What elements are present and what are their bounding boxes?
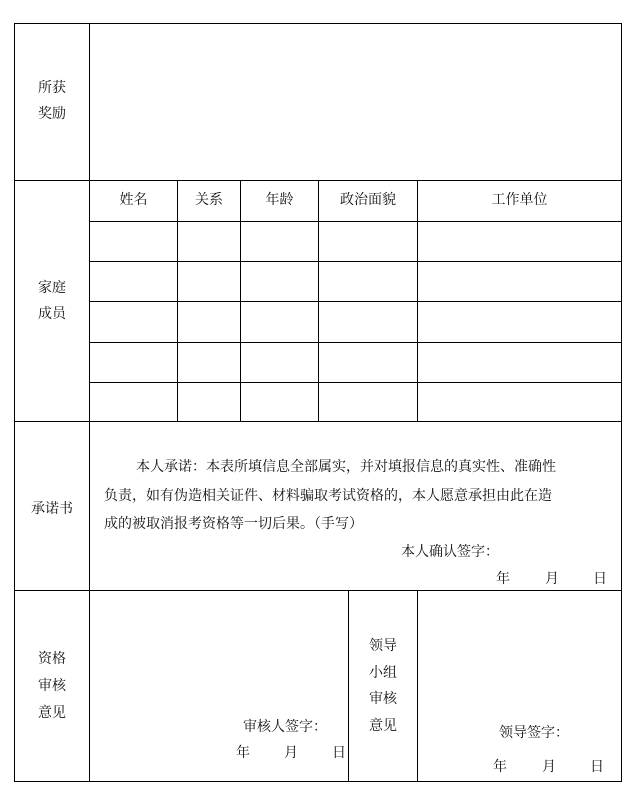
awards-field[interactable] bbox=[90, 24, 621, 180]
review-date-day: 日 bbox=[332, 745, 346, 761]
column-header-political-status: 政治面貌 bbox=[340, 192, 396, 208]
cell-political-status[interactable] bbox=[319, 262, 417, 301]
review-date-year: 年 bbox=[236, 745, 250, 761]
column-header-workplace: 工作单位 bbox=[491, 192, 548, 208]
leader-date-year: 年 bbox=[493, 759, 507, 775]
column-header-age: 年龄 bbox=[265, 192, 294, 208]
column-header-relation: 关系 bbox=[195, 192, 223, 208]
pledge-date-month: 月 bbox=[545, 571, 559, 587]
cell-relation[interactable] bbox=[178, 383, 240, 421]
cell-relation[interactable] bbox=[178, 222, 240, 261]
awards-label-line2: 奖励 bbox=[38, 106, 66, 122]
cell-workplace[interactable] bbox=[418, 302, 621, 342]
cell-workplace[interactable] bbox=[418, 383, 621, 421]
pledge-text-line2: 负责，如有伪造相关证件、材料骗取考试资格的，本人愿意承担由此在造 bbox=[104, 488, 552, 504]
cell-relation[interactable] bbox=[178, 262, 240, 301]
reviewer-signature-label: 审核人签字： bbox=[243, 719, 327, 735]
cell-age[interactable] bbox=[241, 343, 318, 382]
cell-name[interactable] bbox=[90, 343, 177, 382]
review-label-line1: 资格 bbox=[38, 651, 66, 667]
border-right bbox=[621, 23, 622, 782]
pledge-signature-label: 本人确认签字： bbox=[401, 544, 499, 560]
leader-date-day: 日 bbox=[590, 759, 604, 775]
review-label-line2: 审核 bbox=[38, 678, 66, 694]
cell-name[interactable] bbox=[90, 302, 177, 342]
section-divider bbox=[14, 421, 622, 422]
cell-name[interactable] bbox=[90, 222, 177, 261]
review-date-month: 月 bbox=[284, 745, 298, 761]
cell-political-status[interactable] bbox=[319, 343, 417, 382]
cell-political-status[interactable] bbox=[319, 302, 417, 342]
pledge-text-line1: 本人承诺：本表所填信息全部属实，并对填报信息的真实性、准确性 bbox=[136, 459, 556, 475]
cell-age[interactable] bbox=[241, 222, 318, 261]
leader-label-line4: 意见 bbox=[369, 718, 397, 734]
cell-age[interactable] bbox=[241, 302, 318, 342]
review-label-line3: 意见 bbox=[38, 705, 66, 721]
awards-label-line1: 所获 bbox=[38, 80, 66, 96]
leader-opinion-field[interactable] bbox=[418, 591, 621, 711]
cell-political-status[interactable] bbox=[319, 222, 417, 261]
pledge-date-year: 年 bbox=[496, 571, 510, 587]
review-opinion-field[interactable] bbox=[90, 591, 348, 701]
border-bottom bbox=[14, 781, 622, 782]
cell-workplace[interactable] bbox=[418, 262, 621, 301]
leader-date-month: 月 bbox=[542, 759, 556, 775]
leader-label-line2: 小组 bbox=[369, 665, 397, 681]
cell-relation[interactable] bbox=[178, 302, 240, 342]
pledge-label: 承诺书 bbox=[31, 501, 73, 517]
pledge-date-day: 日 bbox=[593, 571, 607, 587]
leader-label-line1: 领导 bbox=[369, 638, 397, 654]
cell-age[interactable] bbox=[241, 383, 318, 421]
cell-political-status[interactable] bbox=[319, 383, 417, 421]
pledge-text-line3: 成的被取消报考资格等一切后果。（手写） bbox=[104, 516, 363, 532]
cell-name[interactable] bbox=[90, 383, 177, 421]
cell-workplace[interactable] bbox=[418, 222, 621, 261]
family-label-line1: 家庭 bbox=[38, 280, 66, 296]
family-label-line2: 成员 bbox=[38, 306, 66, 322]
cell-age[interactable] bbox=[241, 262, 318, 301]
cell-name[interactable] bbox=[90, 262, 177, 301]
leader-label-line3: 审核 bbox=[369, 691, 397, 707]
pledge-signature-field[interactable] bbox=[505, 539, 615, 563]
column-header-name: 姓名 bbox=[119, 192, 148, 208]
leader-signature-label: 领导签字： bbox=[499, 725, 569, 741]
cell-relation[interactable] bbox=[178, 343, 240, 382]
cell-workplace[interactable] bbox=[418, 343, 621, 382]
